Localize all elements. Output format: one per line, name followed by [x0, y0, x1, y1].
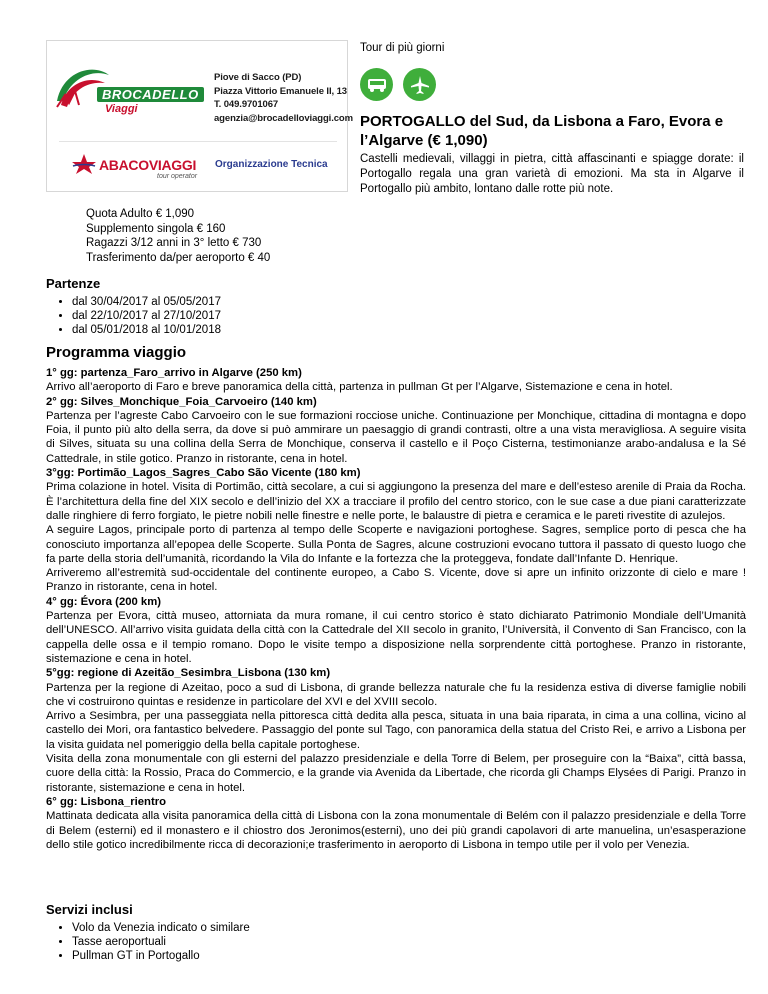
day-text: Partenza per l’agreste Cabo Carvoeiro con le sue formazioni rocciose uniche. Continuazione per Monchique, cittadina di montagna e dopo Foia, il punto più alto della serra, da dove si può ammirare un paesaggio di grandi contrasti, oltre a una vista meravigliosa. A seguire visita di Silves, situata su una collina della Serra de Monchique, conserva il castello e il Poço Cisterna, testimonianze arabo-andalusa e la Sé Cattedrale, in stile gotico. Pranzo in ristorante, cena in hotel. — [46, 409, 746, 465]
departures-heading: Partenze — [46, 276, 101, 291]
day-text: Prima colazione in hotel. Visita di Portimão, città secolare, a cui si aggiungono la presenza del mare e dell’esteso arenile di Praia da Rocha. È l’architettura della fine del XIX secolo e dell’inizio del XX a tracciare il profilo del centro storico, con le sue case a due piani caratterizzate dalle ringhiere di ferro forgiato, le pietre nobili nelle finestre e nelle porte, le balaustre di pietra e ceramica e le pareti rivestite di azulejos. — [46, 481, 746, 522]
day-text: A seguire Lagos, principale porto di partenza al tempo delle Scoperte e navigazioni portoghese. Sagres, semplice porto di pesca che ha conosciuto importanza all’epopea delle Scoperte. Sulla Ponta de Sagres, alcune costruzioni evocano tuttora il passato di questo luogo che fa parte della storia dell’umanità, ricordando la Vila do Infante e la fortezza che la proteggeva, fondate dall’Infante D. Henrique. — [46, 524, 746, 565]
day-title: 2° gg: Silves_Monchique_Foia_Carvoeiro (140 km) — [46, 395, 317, 408]
plane-icon — [403, 68, 436, 101]
day-title: 3°gg: Portimão_Lagos_Sagres_Cabo São Vicente (180 km) — [46, 467, 361, 480]
departure-date: • dal 05/01/2018 al 10/01/2018 — [72, 323, 221, 337]
price-single-supplement: Supplemento singola € 160 — [86, 222, 226, 235]
agency-logo-card — [46, 40, 353, 192]
organizzazione-tecnica-label: Organizzazione Tecnica — [215, 159, 328, 170]
logo-divider — [59, 141, 337, 142]
bus-icon — [360, 68, 393, 101]
service-item: • Tasse aeroportuali — [72, 935, 250, 949]
day-text: Arrivo a Sesimbra, per una passeggiata nella pittoresca città dedita alla pesca, situata in una baia riparata, in cima a una collina, vicino al castello dei Mori, ora fantastico belvedere. Passaggio del ponte sul Tago, con panoramica della statua del Cristo Rei, e arrivo a Lisbona per la visita guidata nel pomeriggio della bella capitale portoghese. — [46, 710, 746, 751]
day-title: 5°gg: regione di Azeitão_Sesimbra_Lisbona (130 km) — [46, 667, 331, 680]
address-email[interactable]: agenzia@brocadelloviaggi.com — [214, 112, 353, 124]
day-text: Partenza per Evora, città museo, attorniata da mura romane, il cui centro storico è stato dichiarato Patrimonio Mondiale dell’Umanità dell’UNESCO. All’arrivo visita guidata della città con la Cattedrale del XII secolo in granito, l’Università, il Convento di San Francisco, con la cappella delle ossa e il tempio romano. Dopo le visite tempo a disposizione nella sorprendente città portoghese. Pranzo in ristorante, sistemazione e cena in hotel. — [46, 610, 746, 665]
address-street: Piazza Vittorio Emanuele II, 13 — [214, 85, 347, 97]
departure-date: • dal 22/10/2017 al 27/10/2017 — [72, 309, 221, 323]
price-list — [86, 207, 270, 265]
service-item: • Volo da Venezia indicato o similare — [72, 921, 250, 935]
address-city: Piove di Sacco (PD) — [214, 72, 302, 83]
abaco-logo-text: ABACOVIAGGI — [99, 157, 197, 173]
service-item: • Pullman GT in Portogallo — [72, 949, 250, 963]
day-text: Visita della zona monumentale con gli esterni del palazzo presidenziale e della Torre di Belem, per proseguire con la “Baixa”, città bassa, cuore della città: la Rossio, Praca do Commercio, e la grande via Avenida da Libertade, che ricorda gli Champs Elysées di Parigi. Pranzo in ristorante, sistemazione e cena in hotel. — [46, 753, 746, 794]
services-list — [60, 921, 250, 963]
brocadello-logo-sub: Viaggi — [105, 103, 138, 115]
day-text: Mattinata dedicata alla visita panoramica della città di Lisbona con la zona monumentale di Belém con il palazzo presidenziale e della Torre di Belem (esterni) ed il monastero e il chiostro dos Jeronimos(esterni), uno dei più grandi capolavori di arte manuelina, un’esasperazione dello stile gotico incredibilmente ricca di decorazioni;e trasferimento in aeroporto di Lisbona in tempo utile per il volo per Venezia. — [46, 810, 746, 851]
program-body — [46, 366, 746, 852]
price-transfer: Trasferimento da/per aeroporto € 40 — [86, 251, 271, 264]
abaco-star-icon — [71, 153, 97, 175]
departure-date: • dal 30/04/2017 al 05/05/2017 — [72, 295, 221, 309]
brocadello-logo-text: BROCADELLO — [97, 87, 204, 102]
departures-list — [60, 295, 221, 337]
abaco-logo-sub: tour operator — [157, 173, 198, 180]
day-title: 4° gg: Évora (200 km) — [46, 595, 162, 608]
program-heading: Programma viaggio — [46, 344, 187, 361]
transport-icons — [360, 68, 436, 101]
day-text: Arrivo all’aeroporto di Faro e breve panoramica della città, partenza in pullman Gt per l’Algarve, Sistemazione e cena in hotel. — [46, 381, 673, 394]
trip-title: PORTOGALLO del Sud, da Lisbona a Faro, Evora e l’Algarve (€ 1,090) — [360, 113, 724, 149]
services-heading: Servizi inclusi — [46, 902, 133, 917]
day-title: 1° gg: partenza_Faro_arrivo in Algarve (250 km) — [46, 367, 302, 379]
trip-intro: Castelli medievali, villaggi in pietra, città affascinanti e spiagge dorate: il Portogallo regala una gran varietà di emozioni. Ma sta in Algarve il Portogallo più ambito, lontano dalle rotte più note. — [360, 153, 744, 195]
price-children: Ragazzi 3/12 anni in 3° letto € 730 — [86, 237, 262, 249]
agency-address — [214, 71, 353, 125]
tour-category: Tour di più giorni — [360, 42, 445, 54]
day-text: Arriveremo all’estremità sud-occidentale del continente europeo, a Cabo S. Vicente, dove si apre un infinito orizzonte di cielo e mare ! Pranzo in ristorante, cena in hotel. — [46, 567, 746, 594]
day-text: Partenza per la regione di Azeitao, poco a sud di Lisbona, di grande bellezza naturale che fu la residenza estiva di diverse famiglie nobili che vi costruirono quintas e residenze in particolare del XVI e del XVIII secolo. — [46, 681, 746, 708]
day-title: 6° gg: Lisbona_rientro — [46, 795, 167, 808]
price-adult: Quota Adulto € 1,090 — [86, 208, 195, 220]
address-phone: T. 049.9701067 — [214, 99, 279, 110]
